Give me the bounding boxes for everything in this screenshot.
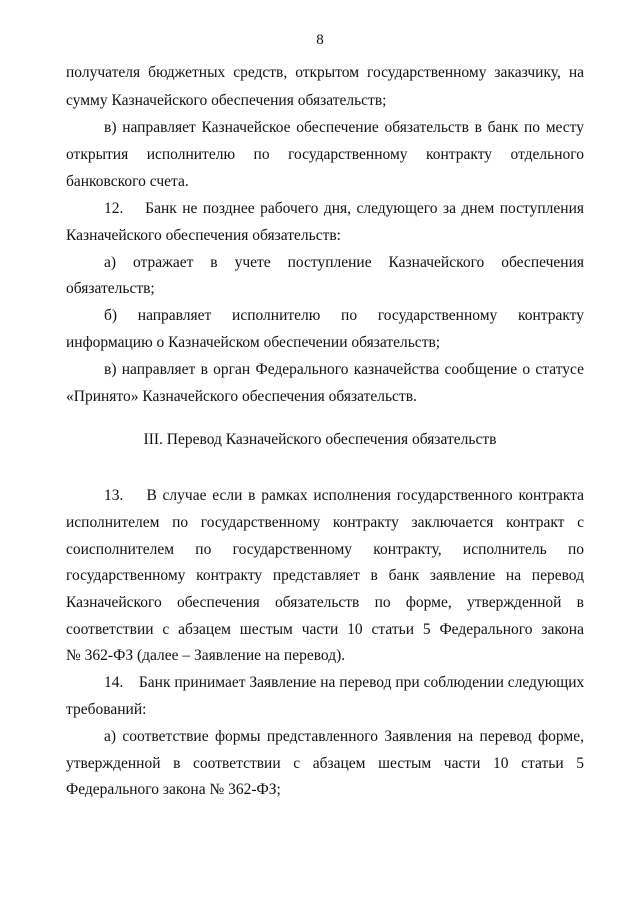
text-line: Казначейского обеспечения обязательств по форме, утвержденной в: [66, 594, 584, 611]
text-line: соисполнителем по государственному контракту, исполнитель по: [66, 541, 584, 558]
text-line: исполнителем по государственному контракту заключается контракт с: [66, 514, 584, 531]
text-line: требований:: [66, 701, 147, 718]
text-line: «Принято» Казначейского обеспечения обязательств.: [66, 388, 417, 405]
text-line: в) направляет Казначейское обеспечение обязательств в банк по месту: [104, 119, 584, 136]
page-number: 8: [316, 32, 324, 48]
text-line: информацию о Казначейском обеспечении обязательств;: [66, 334, 441, 351]
text-line: 12. Банк не позднее рабочего дня, следующего за днем поступления: [104, 200, 584, 217]
text-line: Федерального закона № 362-ФЗ;: [66, 781, 281, 798]
text-line: 13. В случае если в рамках исполнения государственного контракта: [104, 487, 584, 504]
text-line: получателя бюджетных средств, открытом государственному заказчику, на: [66, 64, 584, 81]
text-line: обязательств;: [66, 280, 155, 297]
text-line: 14. Банк принимает Заявление на перевод при соблюдении следующих: [104, 674, 585, 691]
text-line: в) направляет в орган Федерального казначейства сообщение о статусе: [104, 361, 584, 378]
text-line: сумму Казначейского обеспечения обязательств;: [66, 92, 387, 109]
text-line: Казначейского обеспечения обязательств:: [66, 227, 341, 244]
section-heading: III. Перевод Казначейского обеспечения обязательств: [143, 431, 497, 448]
text-line: открытия исполнителю по государственному контракту отдельного: [66, 146, 584, 163]
text-line: а) соответствие формы представленного Заявления на перевод форме,: [104, 728, 584, 745]
text-line: соответствии с абзацем шестым части 10 статьи 5 Федерального закона: [66, 621, 584, 638]
text-line: государственному контракту представляет в банк заявление на перевод: [66, 567, 584, 584]
text-line: банковского счета.: [66, 173, 189, 190]
text-line: а) отражает в учете поступление Казначейского обеспечения: [104, 254, 584, 271]
text-line: б) направляет исполнителю по государственному контракту: [104, 307, 584, 324]
text-line: утвержденной в соответствии с абзацем шестым части 10 статьи 5: [66, 755, 584, 772]
text-line: № 362-ФЗ (далее – Заявление на перевод).: [66, 647, 346, 664]
